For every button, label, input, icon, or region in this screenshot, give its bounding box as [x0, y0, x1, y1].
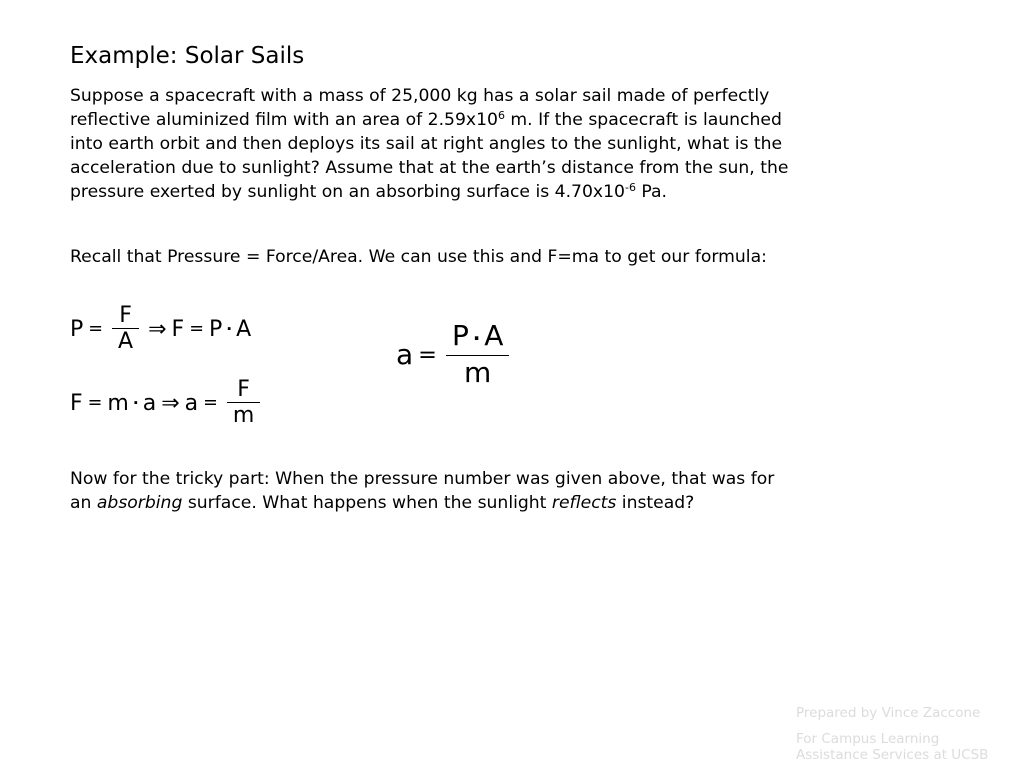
area-exponent: 6 — [497, 109, 505, 122]
problem-line-5: pressure exerted by sunlight on an absorbing surface is $4.70x10^{-6}$ Pa. — [70, 181, 667, 202]
absorbing-emphasis: absorbing — [96, 493, 183, 513]
tricky-line-2: an absorbing surface. What happens when the sunlight reflects instead? — [70, 493, 695, 513]
problem-line-2: reflective aluminized film with an area of $2.59x10^6$ m. If the spacecraft is launched — [70, 109, 782, 130]
problem-statement — [70, 84, 788, 204]
tricky-line-1: Now for the tricky part: When the pressure number was given above, that was for — [70, 469, 775, 489]
slide-title: Example: Solar Sails — [70, 43, 305, 69]
equation-newton: F = m · a ⇒ a = $\frac{F}{m}$ — [70, 377, 264, 430]
implies-symbol: ⇒ — [161, 390, 180, 416]
implies-symbol: ⇒ — [148, 316, 167, 342]
footer-campus-services: For Campus Learning Assistance Services at UCSB — [796, 731, 989, 763]
recall-text: Recall that Pressure = Force/Area. We can use this and F=ma to get our formula: — [70, 247, 767, 267]
equation-pressure: P = $\frac{F}{A}$ ⇒ F = P · A — [70, 303, 252, 355]
problem-line-1: Suppose a spacecraft with a mass of 25,000 kg has a solar sail made of perfectly — [70, 86, 770, 106]
problem-line-3: into earth orbit and then deploys its sail at right angles to the sunlight, what is the — [70, 134, 783, 154]
fraction-f-over-m: $\frac{F}{m}$ — [227, 377, 260, 430]
tricky-part-text — [70, 467, 774, 515]
fraction-f-over-a: $\frac{F}{A}$ — [112, 303, 139, 356]
pressure-exponent: -6 — [624, 181, 636, 194]
footer-prepared-by: Prepared by Vince Zaccone — [796, 705, 981, 721]
reflects-emphasis: reflects — [551, 493, 617, 513]
equation-acceleration: a = $\frac{P \cdot A}{m}$ — [396, 320, 513, 390]
fraction-pa-over-m: $\frac{P \cdot A}{m}$ — [446, 320, 510, 390]
problem-line-4: acceleration due to sunlight? Assume that at the earth’s distance from the sun, the — [70, 158, 789, 178]
